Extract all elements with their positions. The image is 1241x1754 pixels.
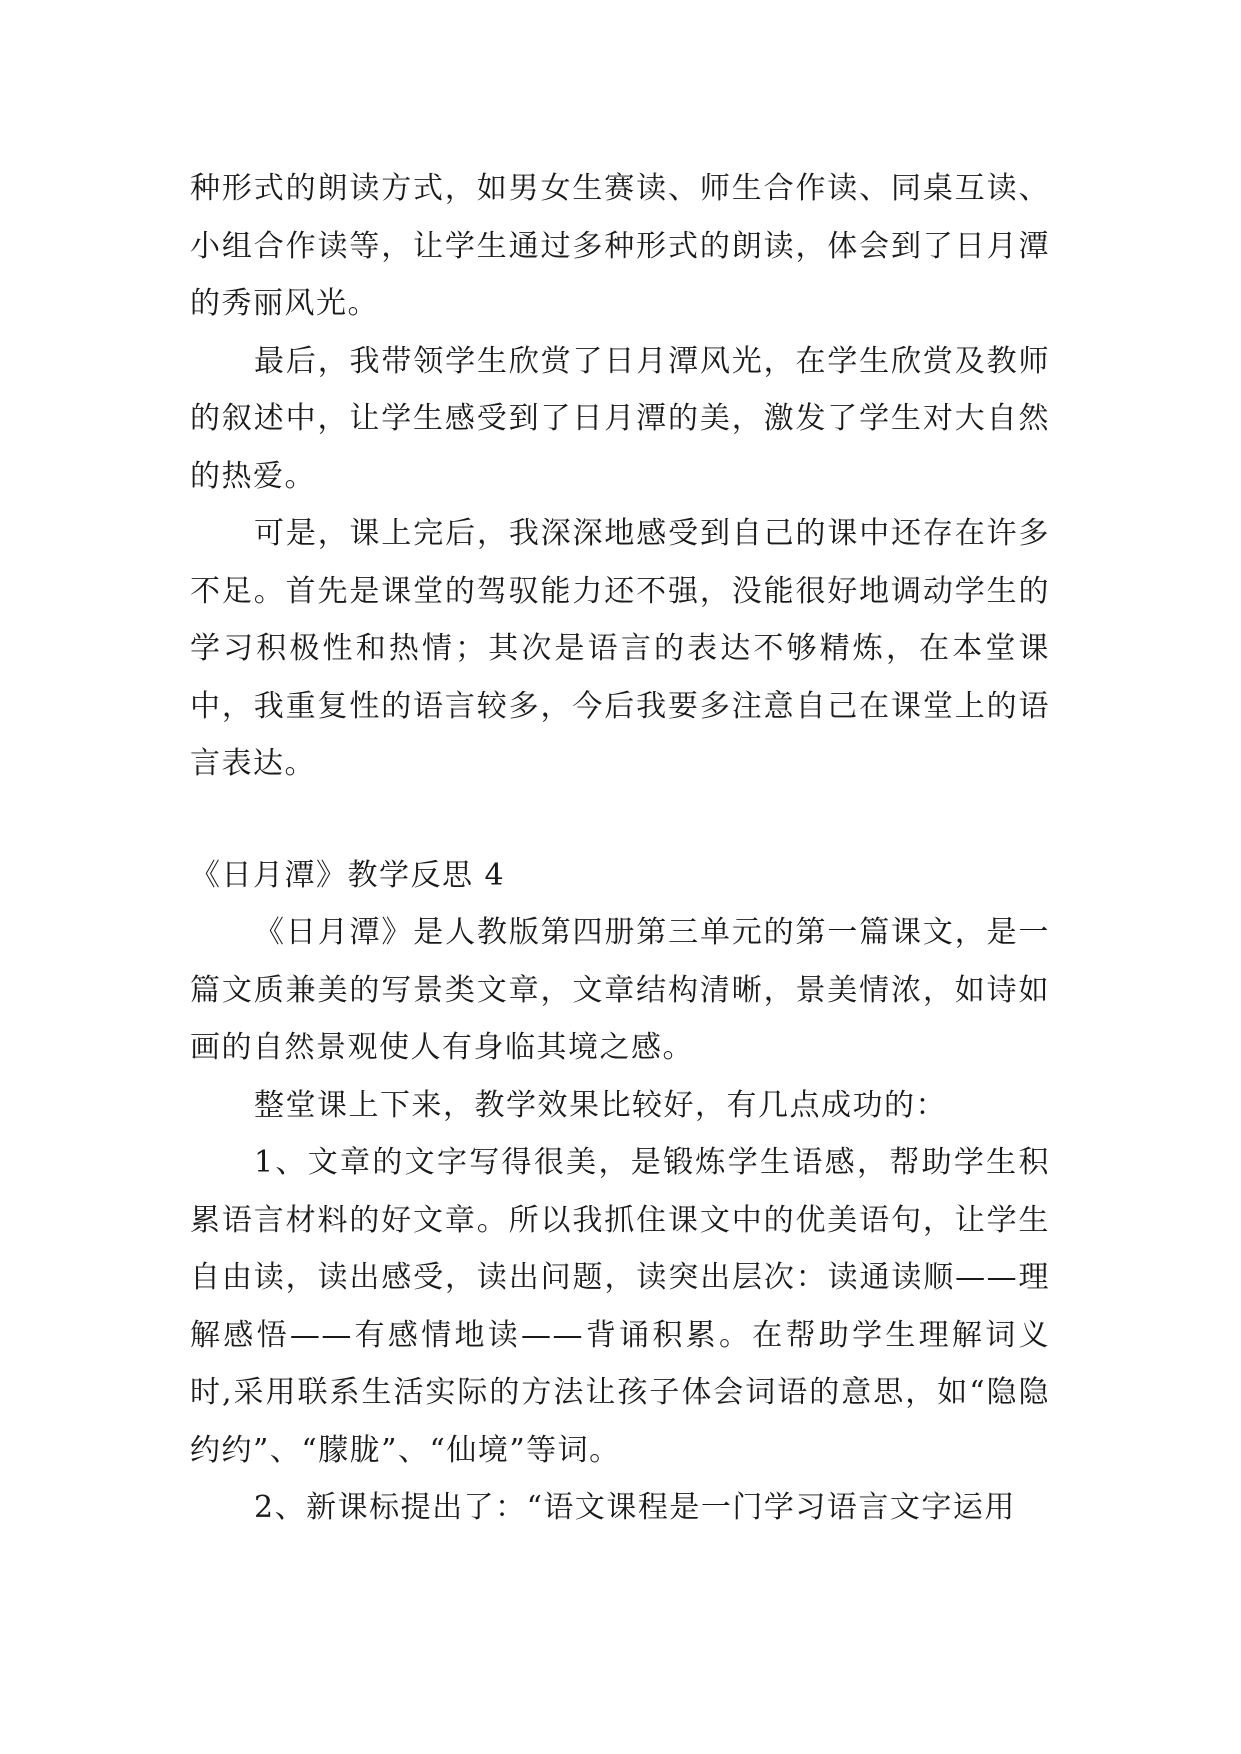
paragraph-1: 种形式的朗读方式，如男女生赛读、师生合作读、同桌互读、小组合作读等，让学生通过多种形式的朗读，体会到了日月潭的秀丽风光。 <box>190 171 1050 321</box>
paragraph-2: 最后，我带领学生欣赏了日月潭风光，在学生欣赏及教师的叙述中，让学生感受到了日月潭的美，激发了学生对大自然的热爱。 <box>190 343 1050 494</box>
section-heading: 《日月潭》教学反思 4 <box>190 857 506 893</box>
paragraph-5: 整堂课上下来，教学效果比较好，有几点成功的： <box>254 1087 947 1123</box>
document-page <box>190 160 1050 1537</box>
paragraph-3: 可是，课上完后，我深深地感受到自己的课中还存在许多不足。首先是课堂的驾驭能力还不强，没能很好地调动学生的学习积极性和热情；其次是语言的表达不够精炼，在本堂课中，我重复性的语言较多，今后我要多注意自己在课堂上的语言表达。 <box>190 516 1050 781</box>
paragraph-7: 2、新课标提出了：“语文课程是一门学习语言文字运用 <box>254 1490 1016 1525</box>
paragraph-4: 《日月潭》是人教版第四册第三单元的第一篇课文，是一篇文质兼美的写景类文章，文章结构清晰，景美情浓，如诗如画的自然景观使人有身临其境之感。 <box>190 915 1050 1065</box>
paragraph-6: 1、文章的文字写得很美，是锻炼学生语感，帮助学生积累语言材料的好文章。所以我抓住课文中的优美语句，让学生自由读，读出感受，读出问题，读突出层次：读通读顺——理解感悟——有感情地读——背诵积累。在帮助学生理解词义时,采用联系生活实际的方法让孩子体会词语的意思，如“隐隐约约”、“朦胧”、“仙境”等词。 <box>190 1145 1050 1468</box>
